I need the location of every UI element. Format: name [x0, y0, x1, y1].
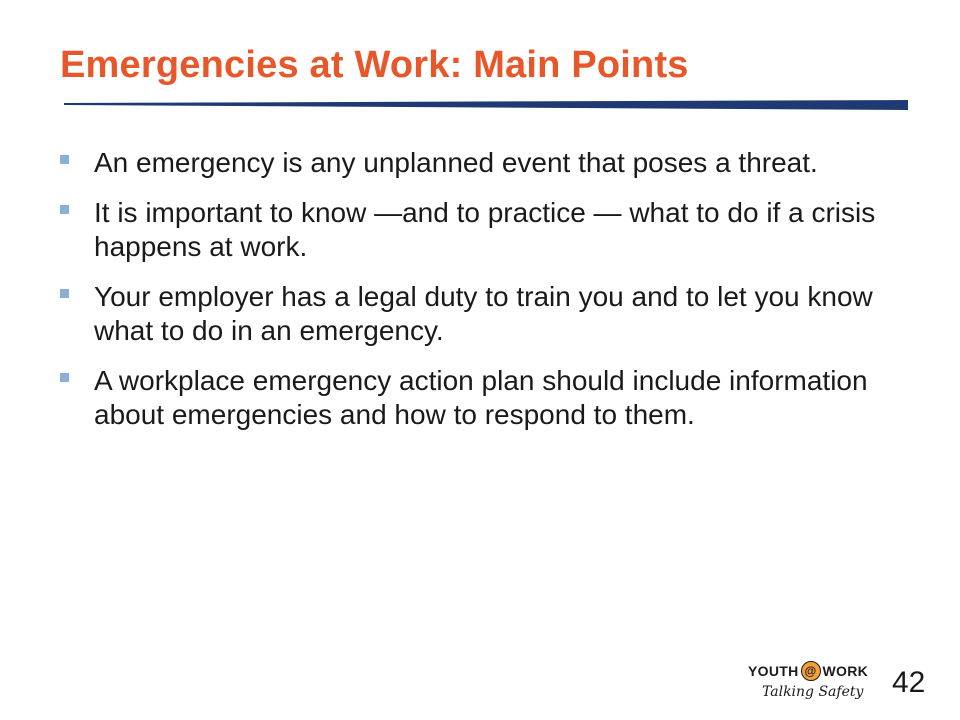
- bullet-item: [58, 146, 898, 180]
- at-symbol-icon: @: [801, 661, 821, 681]
- bullet-item: [58, 196, 898, 264]
- square-bullet-icon: [60, 205, 69, 214]
- youth-at-work-logo: [748, 656, 878, 706]
- bullet-text: An emergency is any unplanned event that poses a threat.: [94, 147, 818, 178]
- slide-title: Emergencies at Work: Main Points: [60, 44, 689, 86]
- title-underline-shape: [64, 100, 908, 110]
- logo-tagline: Talking Safety: [762, 684, 864, 700]
- title-underline: [64, 100, 908, 110]
- bullet-item: [58, 280, 898, 348]
- page-number: 42: [892, 666, 926, 699]
- bullet-list: [58, 146, 898, 448]
- logo-word-work: WORK: [822, 663, 869, 679]
- logo-wordmark: [748, 662, 868, 680]
- logo-word-youth: YOUTH: [748, 663, 799, 679]
- square-bullet-icon: [60, 373, 69, 382]
- square-bullet-icon: [60, 289, 69, 298]
- square-bullet-icon: [60, 155, 69, 164]
- bullet-text: It is important to know —and to practice — what to do if a crisis happens at work.: [94, 197, 876, 262]
- bullet-text: A workplace emergency action plan should include information about emergencies and how to respond to them.: [94, 365, 868, 430]
- bullet-item: [58, 364, 898, 432]
- bullet-text: Your employer has a legal duty to train you and to let you know what to do in an emergency.: [94, 281, 873, 346]
